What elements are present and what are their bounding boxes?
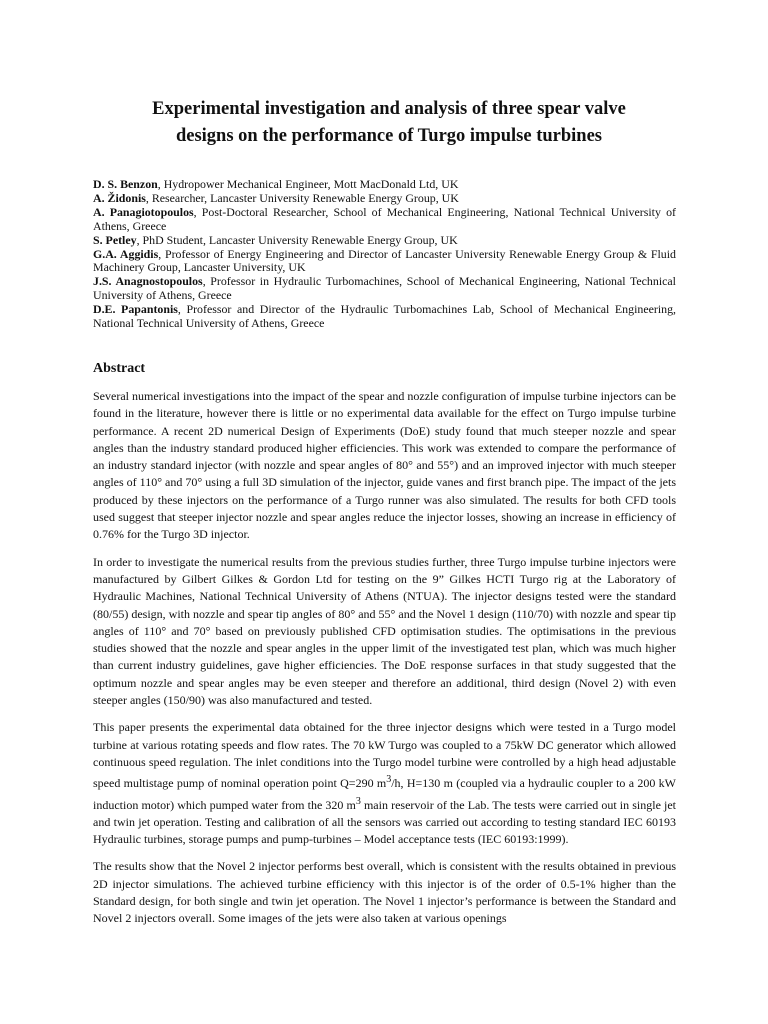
author-affiliation: , Post-Doctoral Researcher, School of Mechanical Engineering, National Technical University of Athens, Greece xyxy=(93,204,676,233)
paper-title-line-2: designs on the performance of Turgo impulse turbines xyxy=(175,126,603,146)
superscript: 3 xyxy=(355,795,361,807)
author-entry xyxy=(93,206,676,234)
author-name: A. Panagiotopoulos xyxy=(93,204,194,219)
author-name: G.A. Aggidis xyxy=(93,246,159,261)
author-affiliation: , Professor in Hydraulic Turbomachines, School of Mechanical Engineering, National Technical University of Athens, Greece xyxy=(93,274,676,303)
paragraph-text: main reservoir of the Lab. The tests were carried out in single jet and twin jet operation. Testing and calibration of all the sensors was carried out according to testing standard IEC 60193 Hydraulic turbines, storage pumps and pump-turbines – Model acceptance tests (IEC 60193:1999). xyxy=(93,797,676,847)
paper-title xyxy=(96,96,682,150)
author-affiliation: , PhD Student, Lancaster University Renewable Energy Group, UK xyxy=(136,232,458,247)
abstract-paragraph-4: The results show that the Novel 2 injector performs best overall, which is consistent with the results obtained in previous 2D injector simulations. The achieved turbine efficiency with this injector is of the order of 0.5-1% higher than the Standard design, for both single and twin jet operation. The Novel 1 injector’s performance is between the Standard and Novel 2 injectors overall. Some images of the jets were also taken at various openings xyxy=(93,859,676,926)
author-entry xyxy=(93,275,676,303)
abstract-body xyxy=(93,388,676,938)
abstract-paragraph-1: Several numerical investigations into the impact of the spear and nozzle configuration of impulse turbine injectors can be found in the literature, however there is little or no experimental data available for the effect on Turgo impulse turbine performance. A recent 2D numerical Design of Experiments (DoE) study found that much steeper nozzle and spear angles than the industry standard produced higher efficiencies. This work was extended to compare the performance of an industry standard injector (with nozzle and spear angles of 80° and 55°) and an improved injector with much steeper angles of 110° and 70° using a full 3D simulation of the injector, guide vanes and first branch pipe. The impact of the jets produced by these injectors on the performance of a Turgo runner was also simulated. The results for both CFD tools used suggest that steeper injector nozzle and spear angles reduce the injector losses, showing an increase in efficiency of 0.76% for the Turgo 3D injector. xyxy=(93,389,676,542)
abstract-paragraph-3 xyxy=(93,719,676,848)
abstract-paragraph-2: In order to investigate the numerical results from the previous studies further, three Turgo impulse turbine injectors were manufactured by Gilbert Gilkes & Gordon Ltd for testing on the 9” Gilkes HCTI Turgo rig at the Laboratory of Hydraulic Machines, National Technical University of Athens (NTUA). The injector designs tested were the standard (80/55) design, with nozzle and spear tip angles of 80° and 55° and the Novel 1 design (110/70) with nozzle and spear tip angles of 110° and 70° based on previously published CFD optimisation studies. The optimisations in the previous studies showed that the nozzle and spear angles in the upper limit of the investigated test plan, which was much higher than current industry guidelines, gave higher efficiencies. The DoE response surfaces in that study suggested that the optimum nozzle and spear angles may be even steeper and therefore an additional, third design (Novel 2) with even steeper angles (150/90) was also manufactured and tested. xyxy=(93,554,676,708)
author-name: A. Židonis xyxy=(93,190,146,205)
author-affiliation: , Professor of Energy Engineering and Director of Lancaster University Renewable Energy Group & Fluid Machinery Group, Lancaster University, UK xyxy=(93,246,676,275)
author-affiliation: , Researcher, Lancaster University Renewable Energy Group, UK xyxy=(145,190,459,205)
paragraph-text: /h, H=130 m (coupled via a hydraulic coupler to a 200 kW induction motor) which pumped water from the 320 m xyxy=(93,776,676,812)
superscript: 3 xyxy=(386,774,392,786)
author-affiliation: , Professor and Director of the Hydraulic Turbomachines Lab, School of Mechanical Engineering, National Technical University of Athens, Greece xyxy=(93,302,677,331)
author-list xyxy=(93,178,676,331)
abstract-heading: Abstract xyxy=(93,361,146,376)
author-name: D. S. Benzon xyxy=(93,177,158,191)
author-entry xyxy=(93,248,676,276)
author-name: J.S. Anagnostopoulos xyxy=(93,274,203,289)
author-affiliation: , Hydropower Mechanical Engineer, Mott MacDonald Ltd, UK xyxy=(157,177,459,191)
author-entry xyxy=(93,192,676,206)
paragraph-text: This paper presents the experimental data obtained for the three injector designs which were tested in a Turgo model turbine at various rotating speeds and flow rates. The 70 kW Turgo was coupled to a 75kW DC generator which allowed continuous speed regulation. The inlet conditions into the Turgo model turbine were controlled by a high head adjustable speed multistage pump of nominal operation point Q=290 m xyxy=(93,720,676,791)
author-name: D.E. Papantonis xyxy=(93,302,178,317)
author-entry xyxy=(93,303,676,331)
author-entry xyxy=(93,178,676,192)
paper-title-line-1: Experimental investigation and analysis of three spear valve xyxy=(152,99,626,119)
author-name: S. Petley xyxy=(93,232,137,247)
author-entry xyxy=(93,234,676,248)
